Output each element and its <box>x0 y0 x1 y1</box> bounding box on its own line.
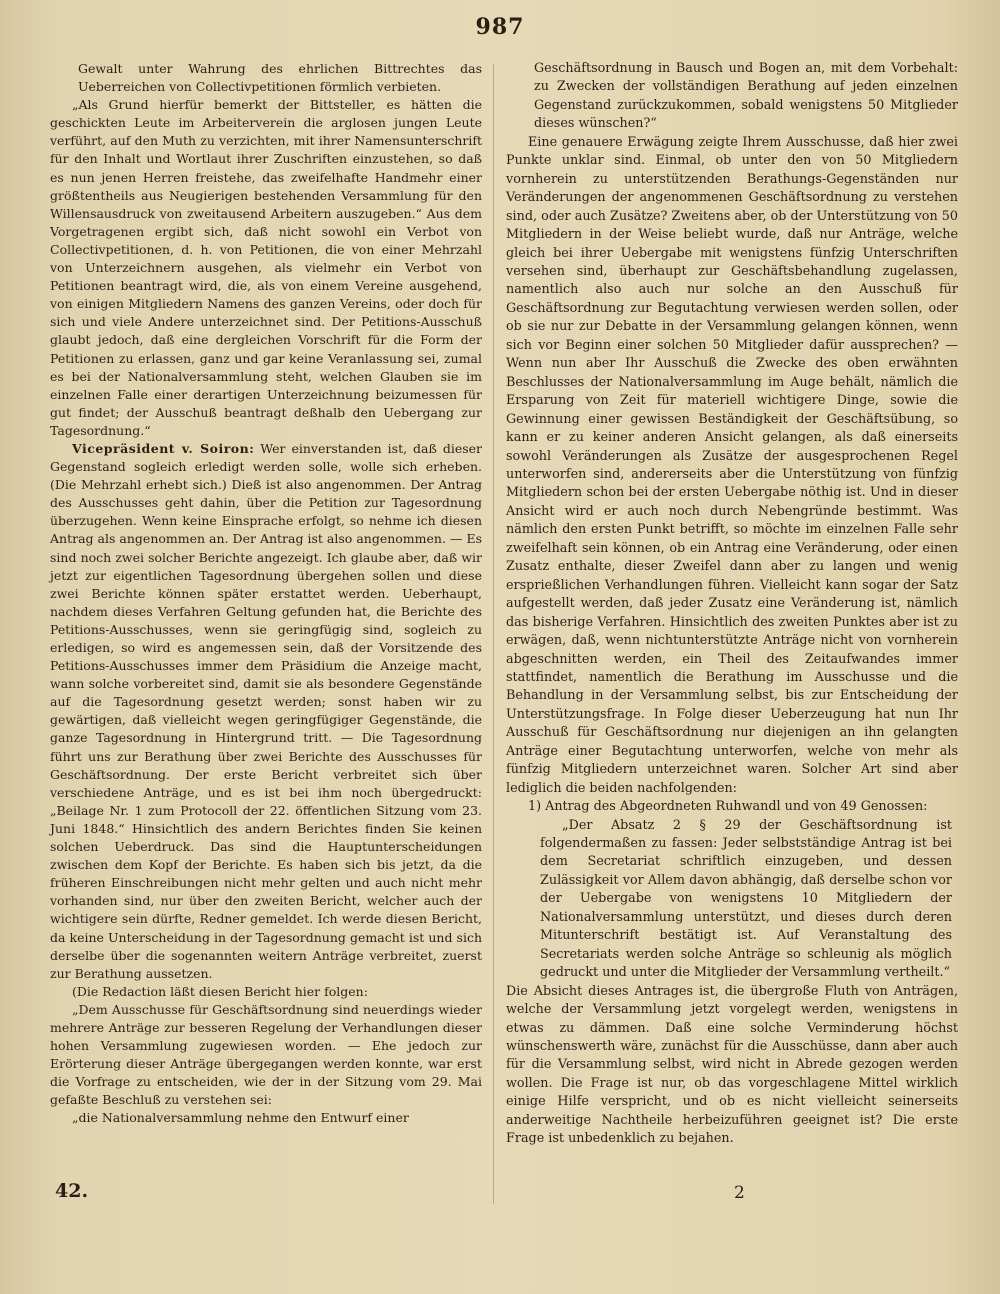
paragraph: 1) Antrag des Abgeordneten Ruhwandl und von 49 Genossen: <box>528 799 928 815</box>
page-number: 987 <box>475 14 525 40</box>
paragraph: (Die Redaction läßt diesen Bericht hier folgen: <box>72 983 368 999</box>
speech-text: Wer einverstanden ist, daß dieser Gegenstand sogleich erledigt werden solle, wolle sich erheben. (Die Mehrzahl erhebt sich.) Dieß ist also angenommen. Der Antrag des Ausschusses geht dahin, über die Petition zur Tagesordnung überzugehen. Wenn keine Einsprache erfolgt, so nehme ich diesen Antrag als angenommen an. Der Antrag ist also angenommen. — Es sind noch zwei solcher Berichte angezeigt. Ich glaube aber, daß wir jetzt zur eigentlichen Tagesordnung übergehen sollen und diese zwei Berichte können später erstattet werden. Ueberhaupt, nachdem dieses Verfahren Geltung gefunden hat, die Berichte des Petitions-Ausschusses, wenn sie geringfügig sind, sogleich zu erledigen, so wird es angemessen sein, daß der Vorsitzende des Petitions-Ausschusses immer dem Präsidium die Anzeige macht, wann solche vorbereitet sind, damit sie als besondere Gegenstände auf die Tagesordnung gesetzt werden; sonst haben wir zu gewärtigen, daß vielleicht wegen geringfügiger Gegenstände, die ganze Tagesordnung in Hintergrund tritt. — Die Tagesordnung führt uns zur Berathung über zwei Berichte des Ausschusses für Geschäftsordnung. Der erste Bericht verbreitet sich über verschiedene Anträge, und es ist bei ihm noch übergedruckt: „Beilage Nr. 1 zum Protocoll der 22. öffentlichen Sitzung vom 23. Juni 1848.“ Hinsichtlich des andern Berichtes finden Sie keinen solchen Ueberdruck. Das sind die Hauptunterscheidungen zwischen dem Kopf der Berichte. Es haben sich bis jetzt, da die früheren Einschreibungen nicht mehr gelten und auch nicht mehr vorhanden sind, nur über den zweiten Bericht, welcher auch der wichtigere sein dürfte, Redner gemeldet. Ich werde diesen Bericht, da keine Unterscheidung in der Tagesordnung gemacht ist und sich derselbe über die sogenannten weitern Anträge verbreitet, zuerst zur Berathung aussetzen. <box>50 440 482 981</box>
quoted-motion: „Der Absatz 2 § 29 der Geschäftsordnung ist folgendermaßen zu fassen: Jeder selbstständige Antrag ist bei dem Secretariat schriftlich einzugeben, und dessen Zulässigkeit vor Allem davon abhängig, daß derselbe schon vor der Uebergabe von wenigstens 10 Mitgliedern der Nationalversammlung unterstützt, und dieses durch deren Mitunterschrift bestätigt ist. Auf Veranstaltung des Secretariats werden solche Anträge so schleunig als möglich gedruckt und unter die Mitglieder der Versammlung vertheilt.“ <box>540 817 952 981</box>
signature-mark: 42. <box>55 1180 89 1202</box>
paragraph: „Dem Ausschusse für Geschäftsordnung sind neuerdings wieder mehrere Anträge zur besseren Regelung der Verhandlungen dieser hohen Versammlung zugewiesen worden. — Ehe jedoch zur Erörterung dieser Anträge übergegangen werden konnte, war erst die Vorfrage zu entscheiden, wie der in der Sitzung vom 29. Mai gefaßte Beschluß zu verstehen sei: <box>50 1001 482 1108</box>
speaker-name: Vicepräsident v. Soiron: <box>72 440 255 456</box>
left-column <box>50 60 482 1128</box>
paragraph: „die Nationalversammlung nehme den Entwurf einer <box>72 1110 409 1126</box>
paragraph: Geschäftsordnung in Bausch und Bogen an, mit dem Vorbehalt: zu Zwecken der vollständigen Berathung auf jeden einzelnen Gegenstand zurückzukommen, sobald wenigstens 50 Mitglieder dieses wünschen?“ <box>534 61 958 132</box>
paragraph: „Als Grund hierfür bemerkt der Bittsteller, es hätten die geschickten Leute im Arbeiterverein die arglosen jungen Leute verführt, auf den Muth zu verzichten, mit ihrer Namensunterschrift für den Inhalt und Wortlaut ihrer Zuschriften einzustehen, so daß es nun jenen Herren freistehe, das zweifelhafte Handmehr einer größtentheils aus Neugierigen bestehenden Versammlung für den Willensausdruck von zweitausend Arbeitern auszugeben.“ Aus dem Vorgetragenen ergibt sich, daß nicht sowohl ein Verbot von Collectivpetitionen, d. h. von Petitionen, die von einer Mehrzahl von Unterzeichnern ausgehen, als vielmehr ein Verbot von Petitionen beantragt wird, die, als von einem Vereine ausgehend, von einigen Mitgliedern Namens des ganzen Vereins, oder doch für sich und viele Andere unterzeichnet sind. Der Petitions-Ausschuß glaubt jedoch, daß eine dergleichen Vorschrift für die Form der Petitionen zu erlassen, ganz und gar keine Veranlassung sei, zumal es bei der Nationalversammlung steht, welchen Glauben sie im einzelnen Falle einer derartigen Unterzeichnung beizumessen für gut findet; der Ausschuß beantragt deßhalb den Uebergang zur Tagesordnung.“ <box>50 97 482 438</box>
paragraph: Die Absicht dieses Antrages ist, die übergroße Fluth von Anträgen, welche der Versammlung jetzt vorgelegt werden, wenigstens in etwas zu dämmen. Daß eine solche Verminderung höchst wünschenswerth wäre, zunächst für die Ausschüsse, dann aber auch für die Versammlung selbst, wird nicht in Abrede gezogen werden wollen. Die Frage ist nur, ob das vorgeschlagene Mittel wirklich einige Hilfe verspricht, und ob es nicht vielleicht seinerseits anderweitige Nachtheile herbeizuführen geeignet ist? Die erste Frage ist unbedenklich zu bejahen. <box>506 983 958 1147</box>
paragraph: Gewalt unter Wahrung des ehrlichen Bittrechtes das Ueberreichen von Collectivpetitionen förmlich verbieten. <box>78 61 482 95</box>
column-divider <box>493 64 494 1204</box>
paragraph: Eine genauere Erwägung zeigte Ihrem Ausschusse, daß hier zwei Punkte unklar sind. Einmal, ob unter den von 50 Mitgliedern vornherein zu unterstützenden Berathungs-Gegenständen nur Veränderungen der angenommenen Geschäftsordnung zu verstehen sind, oder auch Zusätze? Zweitens aber, ob der Unterstützung von 50 Mitgliedern in der Weise beliebt wurde, daß nur Anträge, welche gleich bei ihrer Uebergabe mit wenigstens fünfzig Unterschriften versehen sind, überhaupt zur Geschäftsbehandlung zugelassen, namentlich also auch nur solche an den Ausschuß für Geschäftsordnung zur Begutachtung verwiesen werden sollen, oder ob sie nur zur Debatte in der Versammlung gelangen können, wenn sich vor Beginn einer solchen 50 Mitglieder dafür aussprechen? — Wenn nun aber Ihr Ausschuß die Zwecke des oben erwähnten Beschlusses der Nationalversammlung im Auge behält, nämlich die Ersparung von Zeit für materiell wichtigere Dinge, sowie die Gewinnung einer gewissen Beständigkeit der Geschäftsübung, so kann er zu keiner anderen Ansicht gelangen, als daß einerseits sowohl Veränderungen als Zusätze der ausgesprochenen Regel unterworfen sind, andererseits aber die Unterstützung von fünfzig Mitgliedern schon bei der ersten Uebergabe nöthig ist. Und in dieser Ansicht wird er auch noch durch Nebengründe bestimmt. Was nämlich den ersten Punkt betrifft, so möchte im einzelnen Falle sehr zweifelhaft sein können, ob ein Antrag eine Veränderung, oder einen Zusatz enthalte, dieser Zweifel dann aber zu langen und wenig ersprießlichen Verhandlungen führen. Vielleicht kann sogar der Satz aufgestellt werden, daß jeder Zusatz eine Veränderung ist, nämlich das bisherige Verfahren. Hinsichtlich des zweiten Punktes aber ist zu erwägen, daß, wenn nichtunterstützte Anträge nicht von vornherein abgeschnitten werden, ein Theil des Zeitaufwandes immer stattfindet, namentlich die Berathung im Ausschusse und die Behandlung in der Versammlung selbst, bis zur Entscheidung der Unterstützungsfrage. In Folge dieser Ueberzeugung hat nun Ihr Ausschuß für Geschäftsordnung nur diejenigen an ihn gelangten Anträge einer Begutachtung unterworfen, welche von mehr als fünfzig Mitgliedern unterzeichnet waren. Solcher Art sind aber lediglich die beiden nachfolgenden: <box>506 134 958 796</box>
speech-paragraph <box>50 440 482 983</box>
sheet-number: 2 <box>734 1183 745 1203</box>
right-column <box>506 60 958 1149</box>
